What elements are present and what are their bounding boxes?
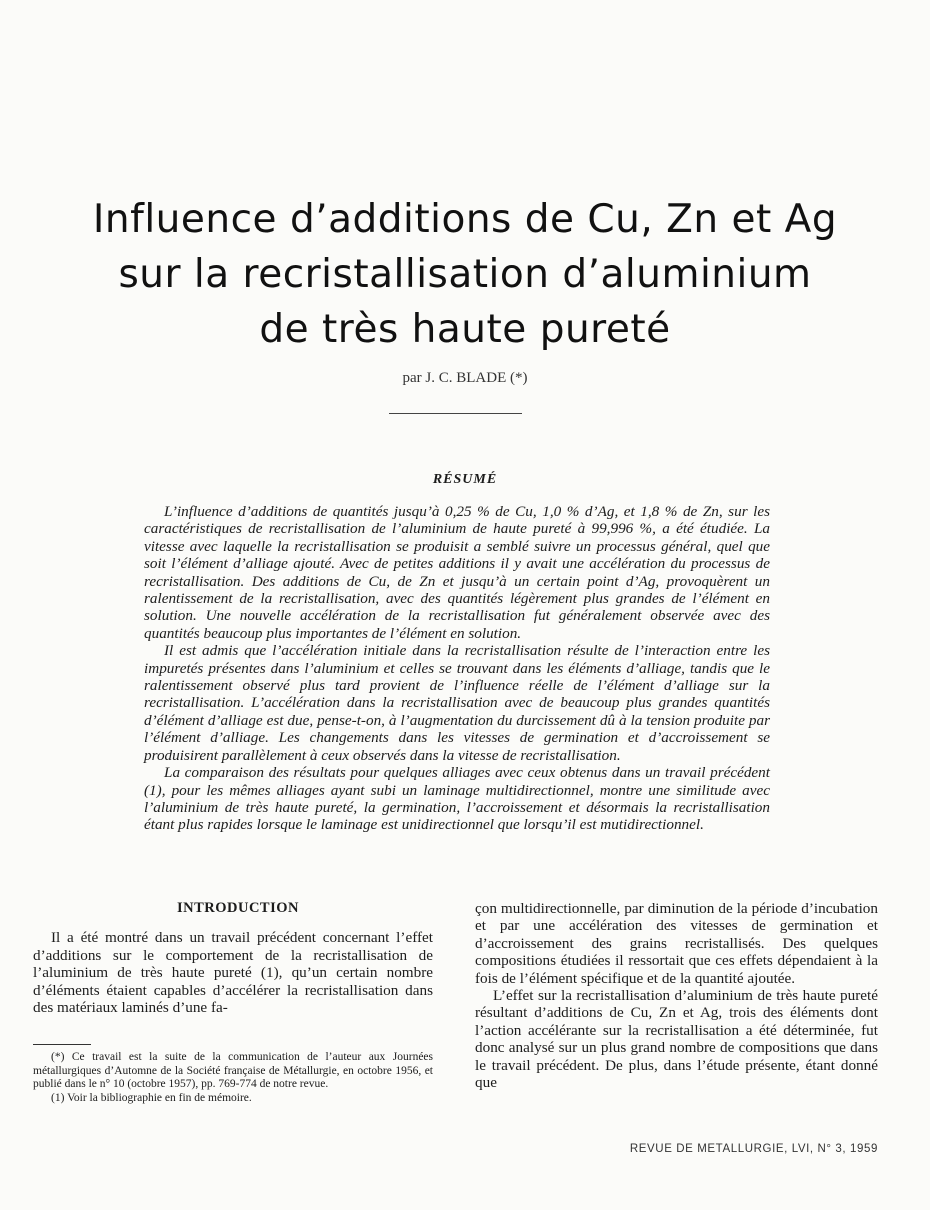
title-line-3: de très haute pureté (259, 307, 671, 352)
resume-paragraph: Il est admis que l’accélération initiale dans la recristallisation résulte de l’interaction entre les impuretés présentes dans l’aluminium et celles se trouvant dans les éléments d’alliage, tandis que le ralentissement observé plus tard provient de l’influence réelle de l’élément d’alliage sur la recristallisation. L’accélération dans la recristallisation avec de beaucoup plus grandes quantités d’élément d’alliage est due, pense-t-on, à l’augmentation du durcissement dû à la tension produite par l’élément d’alliage. Les changements dans les vitesses de germination et d’accroissement se produisirent parallèlement à ceux observés dans la vitesse de recristallisation. (144, 642, 770, 764)
author-byline: par J. C. BLADE (*) (402, 370, 528, 386)
footnote: (1) Voir la bibliographie en fin de mémoire. (51, 1091, 252, 1104)
article-title (0, 192, 930, 357)
introduction-heading: INTRODUCTION (176, 900, 299, 916)
body-paragraph: çon multidirectionnelle, par diminution de la période d’incubation et par une accélération des vitesses de germination et d’accroissement des grains recristallisés. Des quelques compositions étudiées il ressortait que ces effets dépendaient à la fois de l’élément spécifique et de la quantité ajoutée. (475, 900, 878, 987)
resume-abstract (144, 503, 770, 834)
footnote-divider (33, 1044, 91, 1045)
footnote: (*) Ce travail est la suite de la communication de l’auteur aux Journées métallurgiques d’Automne de la Société française de Métallurgie, en octobre 1956, et publié dans le n° 10 (octobre 1957), pp. 769-774 de notre revue. (33, 1051, 433, 1091)
resume-paragraph: L’influence d’additions de quantités jusqu’à 0,25 % de Cu, 1,0 % d’Ag, et 1,8 % de Zn, sur les caractéristiques de recristallisation de l’aluminium de haute pureté à 99,996 %, a été étudiée. La vitesse avec laquelle la recristallisation se produisit a semblé suivre un processus général, quel que soit l’élément d’alliage ajouté. Avec de petites additions il y avait une accélération du processus de recristallisation. Des additions de Cu, de Zn et jusqu’à un certain point d’Ag, provoquèrent un ralentissement de la recristallisation, avec des quantités légèrement plus grandes de l’élément en solution. Une nouvelle accélération de la recristallisation fut généralement observée avec des quantités beaucoup plus importantes de l’élément en solution. (144, 503, 770, 642)
resume-heading: RÉSUMÉ (432, 472, 498, 487)
journal-footer: REVUE DE METALLURGIE, LVI, N° 3, 1959 (629, 1143, 878, 1155)
title-divider (389, 413, 522, 414)
body-paragraph: L’effet sur la recristallisation d’aluminium de très haute pureté résultant d’additions de Cu, Zn et Ag, trois des éléments dont l’action accélérante sur la recristallisation a été déterminée, fut donc analysé sur un plus grand nombre de compositions que dans le travail précédent. De plus, dans l’étude présente, étant donné que (475, 987, 878, 1092)
introduction-paragraph: Il a été montré dans un travail précédent concernant l’effet d’additions sur le comportement de la recristallisation de l’aluminium de très haute pureté (1), qu’un certain nombre d’éléments étaient capables d’accélérer la recristallisation dans des matériaux laminés d’une fa- (33, 929, 433, 1017)
resume-paragraph: La comparaison des résultats pour quelques alliages avec ceux obtenus dans un travail précédent (1), pour les mêmes alliages ayant subi un laminage multidirectionnel, montre une similitude avec l’aluminium de très haute pureté, la germination, l’accroissement et désormais la recristallisation étant plus rapides lorsque le laminage est unidirectionnel que lorsqu’il est mutidirectionnel. (144, 764, 770, 834)
title-line-1: Influence d’additions de Cu, Zn et Ag (92, 197, 838, 242)
right-column (475, 900, 878, 1091)
title-line-2: sur la recristallisation d’aluminium (118, 252, 812, 297)
left-column (33, 900, 433, 1105)
